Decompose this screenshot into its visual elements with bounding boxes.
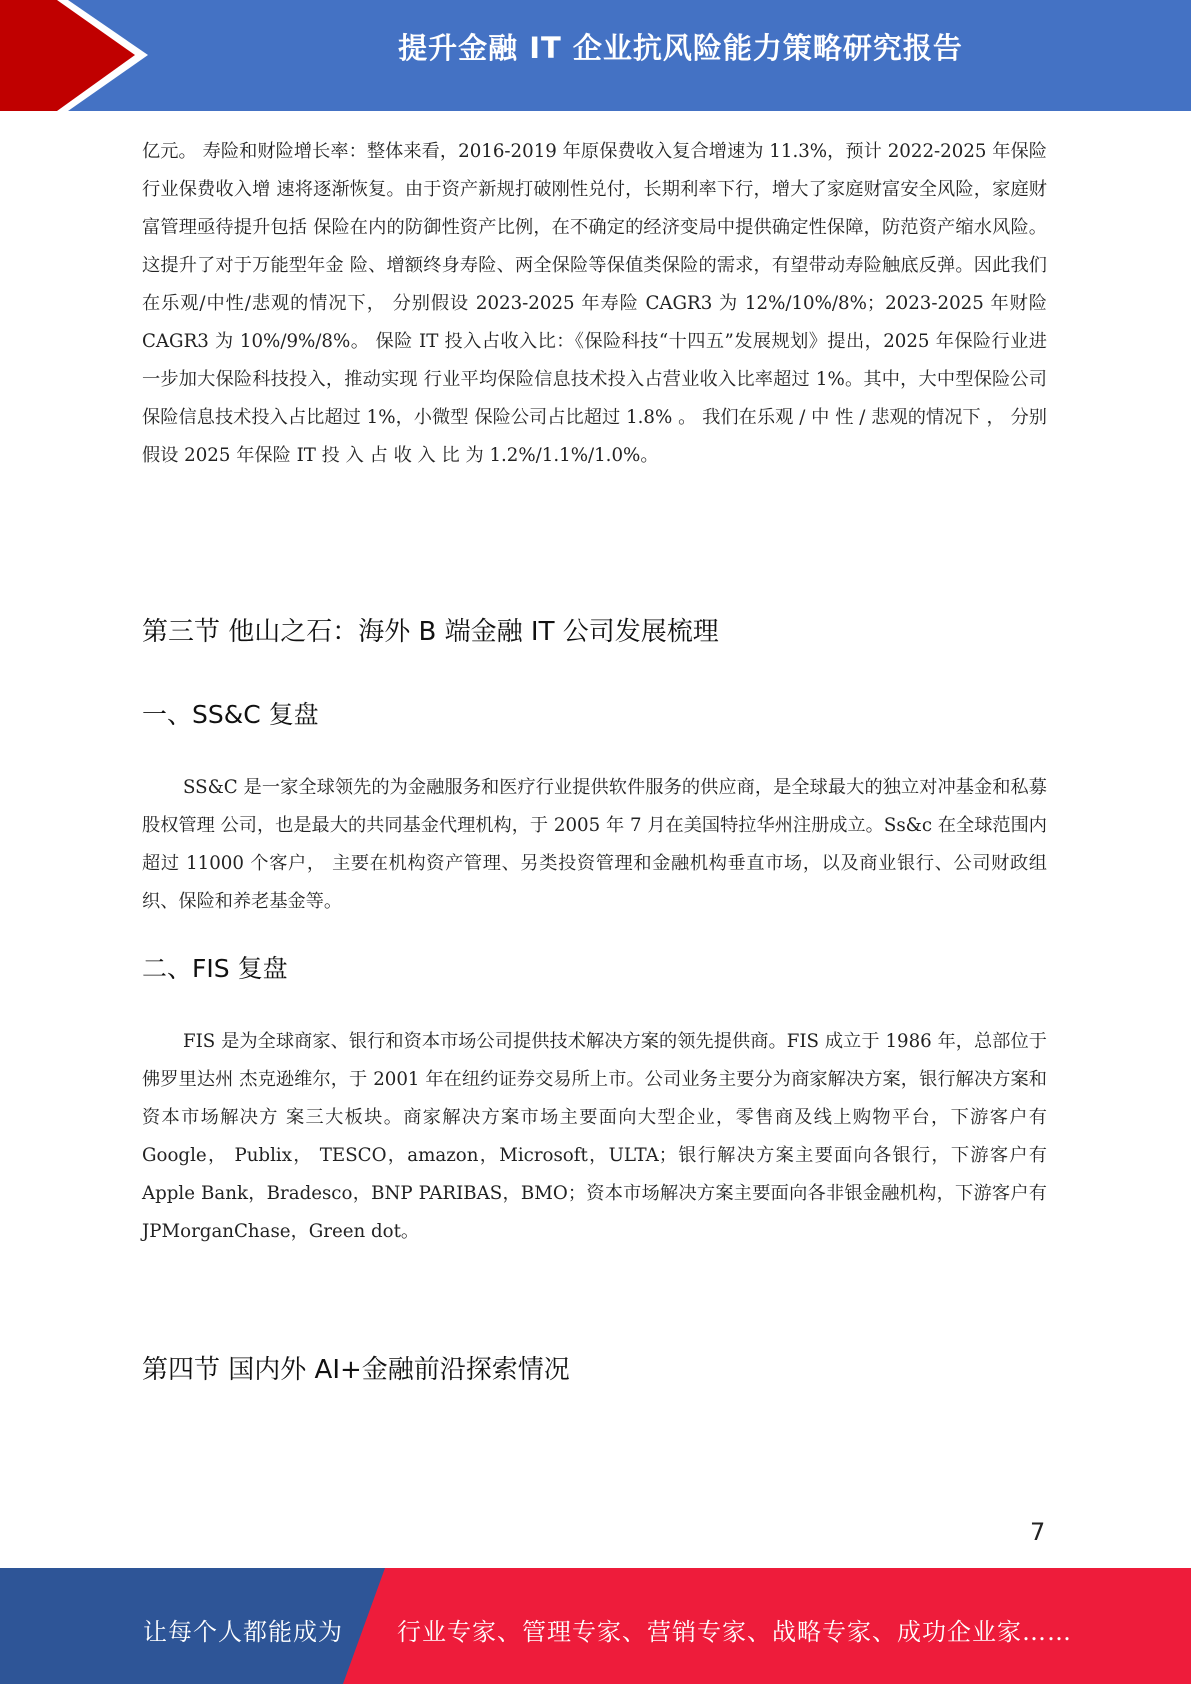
section-3-title: 第三节 他山之石：海外 B 端金融 IT 公司发展梳理 xyxy=(142,617,719,647)
paragraph-ssc: SS&C 是一家全球领先的为金融服务和医疗行业提供软件服务的供应商，是全球最大的独立对冲基金和私募股权管理 公司，也是最大的共同基金代理机构，于 2005 年 7 月在美国特拉华州注册成立。Ss&c 在全球范围内超过 11000 个客户， 主要在机构资产管理、另类投资管理和金融机构垂直市场，以及商业银行、公司财政组织、保险和养老基金等。 xyxy=(142,777,1047,912)
page-footer xyxy=(0,1568,1191,1684)
header-arrow-icon xyxy=(0,0,160,111)
report-title: 提升金融 IT 企业抗风险能力策略研究报告 xyxy=(398,31,963,65)
page-number: 7 xyxy=(1030,1518,1046,1546)
section-4-title: 第四节 国内外 AI+金融前沿探索情况 xyxy=(142,1355,570,1385)
paragraph-insurance-growth: 亿元。 寿险和财险增长率：整体来看，2016-2019 年原保费收入复合增速为 11.3%，预计 2022-2025 年保险行业保费收入增 速将逐渐恢复。由于资产新规打破刚性兑付，长期利率下行，增大了家庭财富安全风险，家庭财富管理亟待提升包括 保险在内的防御性资产比例，在不确定的经济变局中提供确定性保障，防范资产缩水风险。这提升了对于万能型年金 险、增额终身寿险、两全保险等保值类保险的需求，有望带动寿险触底反弹。因此我们在乐观/中性/悲观的情况下， 分别假设 2023-2025 年寿险 CAGR3 为 12%/10%/8%；2023-2025 年财险 CAGR3 为 10%/9%/8%。 保险 IT 投入占收入比：《保险科技“十四五”发展规划》提出，2025 年保险行业进一步加大保险科技投入，推动实现 行业平均保险信息技术投入占营业收入比率超过 1%。其中，大中型保险公司保险信息技术投入占比超过 1%，小微型 保险公司占比超过 1.8% 。 我们在乐观 / 中 性 / 悲观的情况下 ， 分别假设 2025 年保险 IT 投 入 占 收 入 比 为 1.2%/1.1%/1.0%。 xyxy=(142,141,1047,466)
paragraph-fis: FIS 是为全球商家、银行和资本市场公司提供技术解决方案的领先提供商。FIS 成立于 1986 年，总部位于佛罗里达州 杰克逊维尔，于 2001 年在纽约证券交易所上市。公司业务主要分为商家解决方案，银行解决方案和资本市场解决方 案三大板块。商家解决方案市场主要面向大型企业，零售商及线上购物平台，下游客户有 Google， Publix， TESCO，amazon，Microsoft，ULTA；银行解决方案主要面向各银行，下游客户有 Apple Bank，Bradesco，BNP PARIBAS，BMO；资本市场解决方案主要面向各非银金融机构，下游客户有 JPMorganChase，Green dot。 xyxy=(142,1031,1047,1242)
page-header xyxy=(0,0,1191,111)
footer-slogan-right: 行业专家、管理专家、营销专家、战略专家、成功企业家…… xyxy=(397,1618,1072,1646)
subsection-fis-title: 二、FIS 复盘 xyxy=(142,954,288,983)
footer-slogan-left: 让每个人都能成为 xyxy=(143,1618,343,1646)
subsection-ssc-title: 一、SS&C 复盘 xyxy=(142,700,319,729)
